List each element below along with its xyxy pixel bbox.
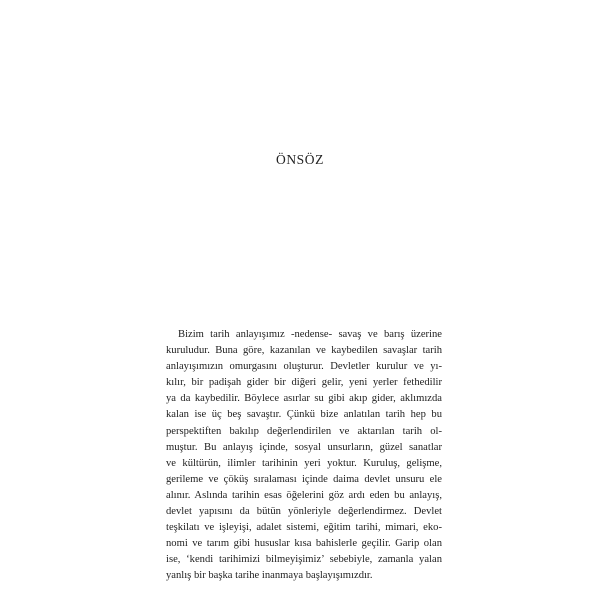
paragraph-line: ise, ‘kendi tarihimizi bilmeyişimiz’ sebebiyle, zamanla yalan: [166, 554, 442, 566]
paragraph-line: kılır, bir padişah gider bir diğeri gelir, yeni yerler fethedilir: [166, 377, 442, 389]
paragraph-line: kalan ise üç beş savaştır. Çünkü bize anlatılan tarih hep bu: [166, 409, 442, 421]
paragraph-line: Bizim tarih anlayışımız -nedense- savaş ve barış üzerine: [178, 329, 442, 340]
preface-paragraph: [166, 327, 442, 585]
paragraph-line: devlet yapısını da bütün yönleriyle değerlendirmez. Devlet: [166, 506, 442, 518]
paragraph-line: perspektiften bakılıp değerlendirilen ve aktarılan tarih ol-: [166, 425, 442, 437]
paragraph-line: nomi ve tarım gibi hususlar kısa bahislerle geçilir. Garip olan: [166, 538, 442, 550]
paragraph-line: ve kültürün, ilimler tarihinin yeri yoktur. Kuruluş, gelişme,: [166, 457, 442, 469]
paragraph-line: anlayışımızın omurgasını oluşturur. Devletler kurulur ve yı-: [166, 361, 442, 373]
paragraph-line: gerileme ve çöküş sıralaması içinde daima devlet unsuru ele: [166, 473, 442, 485]
paragraph-line: muştur. Bu anlayış içinde, sosyal unsurların, güzel sanatlar: [166, 441, 442, 453]
paragraph-line: ya da kaybedilir. Böylece asırlar su gibi akıp gider, aklımızda: [166, 393, 442, 405]
paragraph-line: kuruludur. Buna göre, kazanılan ve kaybedilen savaşlar tarih: [166, 345, 442, 357]
paragraph-line: alınır. Aslında tarihin esas öğelerini göz ardı eden bu anlayış,: [166, 489, 442, 501]
paragraph-line: yanlış bir başka tarihe inanmaya başlayışımızdır.: [166, 570, 373, 582]
paragraph-line: teşkilatı ve işleyişi, adalet sistemi, eğitim tarihi, mimari, eko-: [166, 522, 442, 534]
page-heading: ÖNSÖZ: [275, 152, 324, 167]
